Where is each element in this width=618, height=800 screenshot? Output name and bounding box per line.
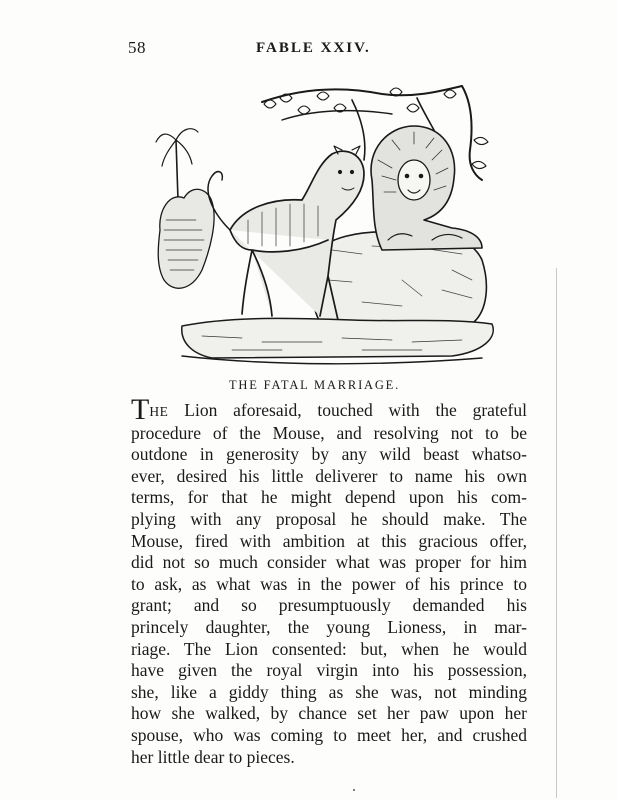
text-line: Mouse, fired with ambition at this gracious offer,: [131, 530, 527, 551]
text-line: she, like a giddy thing as she was, not minding: [131, 681, 527, 702]
text-line: ever, desired his little deliverer to name his own: [131, 465, 527, 486]
text-line: princely daughter, the young Lioness, in mar-: [131, 616, 527, 637]
text-line: how she walked, by chance set her paw upon her: [131, 703, 527, 724]
running-head: FABLE XXIV.: [256, 40, 371, 56]
text-line: plying with any proposal he should make. The: [131, 508, 527, 529]
text-line: riage. The Lion consented: but, when he would: [131, 638, 527, 659]
page-edge-shadow: [556, 268, 557, 798]
text-line: to ask, as what was in the power of his prince to: [131, 573, 527, 594]
page-number: 58: [128, 38, 146, 57]
text-line: terms, for that he might depend upon his com-: [131, 487, 527, 508]
text-line: have given the royal virgin into his possession,: [131, 660, 527, 681]
text-line: procedure of the Mouse, and resolving not to be: [131, 422, 527, 443]
lion-lioness-engraving: [152, 80, 504, 368]
text-line: did not so much consider what was proper for him: [131, 552, 527, 573]
print-speck: [353, 789, 355, 791]
text-line: THE Lion aforesaid, touched with the grateful: [131, 393, 527, 426]
drop-cap: T: [131, 393, 150, 426]
fable-title: THE FATAL MARRIAGE.: [229, 378, 401, 392]
text-line: grant; and so presumptuously demanded his: [131, 595, 527, 616]
first-word-smallcaps: HE: [149, 404, 169, 419]
fable-text: [131, 393, 527, 768]
text-line: spouse, who was coming to meet her, and crushed: [131, 724, 527, 745]
text-line: her little dear to pieces.: [131, 746, 295, 767]
text-line: outdone in generosity by any wild beast whatso-: [131, 444, 527, 465]
